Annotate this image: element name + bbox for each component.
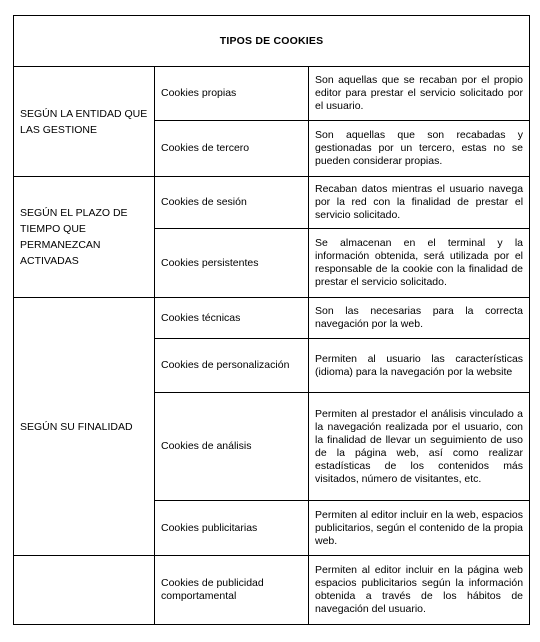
cookie-type-cell: Cookies de personalización [155, 339, 309, 393]
cookie-type-cell: Cookies persistentes [155, 229, 309, 298]
cookie-description-cell: Permiten al editor incluir en la página web espacios publicitarios según la información obtenida a través de los hábitos de navegación del usuario. [309, 556, 530, 625]
cookie-type-cell: Cookies de análisis [155, 393, 309, 501]
cookie-type-cell: Cookies de publicidad comportamental [155, 556, 309, 625]
cookie-types-table [13, 15, 530, 625]
cookie-type-cell: Cookies de tercero [155, 121, 309, 177]
table-row [14, 556, 530, 625]
category-cell-duration: SEGÚN EL PLAZO DE TIEMPO QUE PERMANEZCAN ACTIVADAS [14, 177, 155, 298]
cookie-description-cell: Recaban datos mientras el usuario navega por la red con la finalidad de prestar el servicio solicitado. [309, 177, 530, 229]
cookie-type-cell: Cookies de sesión [155, 177, 309, 229]
table-row [14, 177, 530, 229]
table-row [14, 67, 530, 121]
cookie-description-cell: Son aquellas que son recabadas y gestionadas por un tercero, estas no se pueden considerar propias. [309, 121, 530, 177]
table-title-row [14, 16, 530, 67]
cookie-description-cell: Permiten al usuario las características (idioma) para la navegación por la website [309, 339, 530, 393]
cookie-description-cell: Son aquellas que se recaban por el propio editor para prestar el servicio solicitado por el usuario. [309, 67, 530, 121]
cookie-type-cell: Cookies propias [155, 67, 309, 121]
category-cell-entity: SEGÚN LA ENTIDAD QUE LAS GESTIONE [14, 67, 155, 177]
cookie-description-cell: Se almacenan en el terminal y la información obtenida, será utilizada por el responsable de la cookie con la finalidad de prestar el servicio solicitado. [309, 229, 530, 298]
table-row [14, 298, 530, 339]
table-title: TIPOS DE COOKIES [14, 16, 530, 67]
cookie-description-cell: Permiten al editor incluir en la web, espacios publicitarios, según el contenido de la propia web. [309, 501, 530, 556]
category-cell-empty [14, 556, 155, 625]
category-cell-purpose: SEGÚN SU FINALIDAD [14, 298, 155, 556]
cookie-description-cell: Permiten al prestador el análisis vinculado a la navegación realizada por el usuario, con la finalidad de llevar un seguimiento de uso de la página web, así como realizar estadísticas de los contenidos más visitados, número de visitantes, etc. [309, 393, 530, 501]
cookie-type-cell: Cookies técnicas [155, 298, 309, 339]
cookie-type-cell: Cookies publicitarias [155, 501, 309, 556]
cookie-description-cell: Son las necesarias para la correcta navegación por la web. [309, 298, 530, 339]
